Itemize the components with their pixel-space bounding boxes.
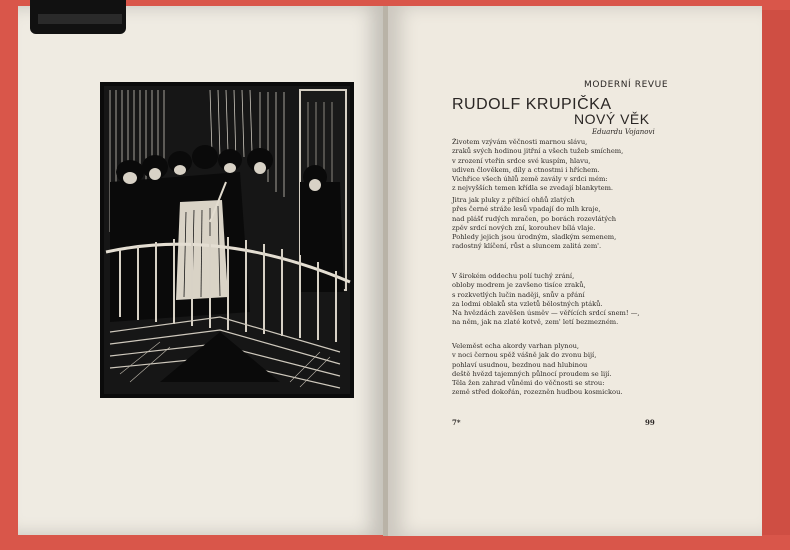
poem-line: Veleměst echa akordy varhan plynou, [452, 342, 580, 350]
poem-line: deště hvězd tajemných půlnocí proudem se lijí. [452, 369, 612, 378]
book-gutter [383, 6, 388, 536]
journal-header: MODERNÍ REVUE [584, 80, 669, 90]
poem-line: Pohledy jejich jsou úrodným, sladkým semenem, [452, 233, 617, 242]
poem-line: V širokém oddechu polí tuchý zrání, [452, 272, 575, 280]
poem-line: Těla žen zahrad vůněmi do věčnosti se strou: [452, 379, 605, 388]
poem-line: přes černé stráže lesů vpadají do mlh kraje, [452, 205, 601, 214]
poem-line: v zrození vteřin srdce své kuspím, hlavu, [452, 156, 591, 165]
poem-stanza [452, 272, 640, 328]
page-number: 99 [645, 418, 655, 427]
poem-line: Na hvězdách zavěšen úsměv — věřících srdcí snem! —, [452, 309, 640, 318]
poem-line: země střed dokořán, rozezněn hudbou kosmickou. [452, 388, 623, 397]
woodcut-illustration [100, 82, 354, 398]
poem-stanza [452, 138, 623, 194]
poem-line: zpěv srdcí nových zní, korouhev bílá vlaje. [452, 223, 596, 232]
poem-title: NOVÝ VĚK [574, 111, 650, 127]
cover-edge [760, 10, 790, 535]
poem-stanza [452, 196, 616, 252]
poem-line: Vichřice všech úhlů země zavály v srdci mém: [452, 175, 608, 184]
poem-stanza [452, 342, 623, 398]
poem-line: na něm, jak na zlaté kotvě, zem' letí bezmezném. [452, 318, 619, 327]
poem-author: RUDOLF KRUPIČKA [452, 96, 612, 113]
poem-line: za lodmi oblaků sta vzletů bělostných ptáků. [452, 299, 603, 308]
poem-line: pohlaví usudnou, bezdnou nad hlubinou [452, 360, 588, 369]
signature-mark: 7* [452, 418, 461, 427]
poem-line: zraků svých hodinou jitřní a všech tužeb smíchem, [452, 147, 624, 156]
right-page [387, 6, 762, 536]
poem-line: radostný klíčení, růst a sluncem zalitá zem'. [452, 242, 602, 251]
poem-line: udiven člověkem, díly a ctnostmi i hříchem. [452, 165, 600, 174]
poem-dedication: Eduardu Vojanovi [592, 128, 655, 136]
poem-line: nad plášť rudých mračen, po borách rozevlátých [452, 214, 617, 223]
poem-line: obloby modrem je zavšeno tisíce zraků, [452, 281, 586, 290]
poem-line: Životem vzývám věčnosti marnou slávu, [452, 138, 588, 146]
poem-line: Jitra jak pluky z příbicí ohňů zlatých [452, 196, 575, 204]
poem-line: z nejvyšších temen křídla se zvedají blankytem. [452, 184, 614, 193]
binder-clip-band [38, 14, 122, 24]
poem-line: v noci černou spěž vášně jak do zvonu bijí, [452, 351, 597, 360]
poem-line: s rozkvetlých lučin naději, snův a přání [452, 290, 585, 299]
